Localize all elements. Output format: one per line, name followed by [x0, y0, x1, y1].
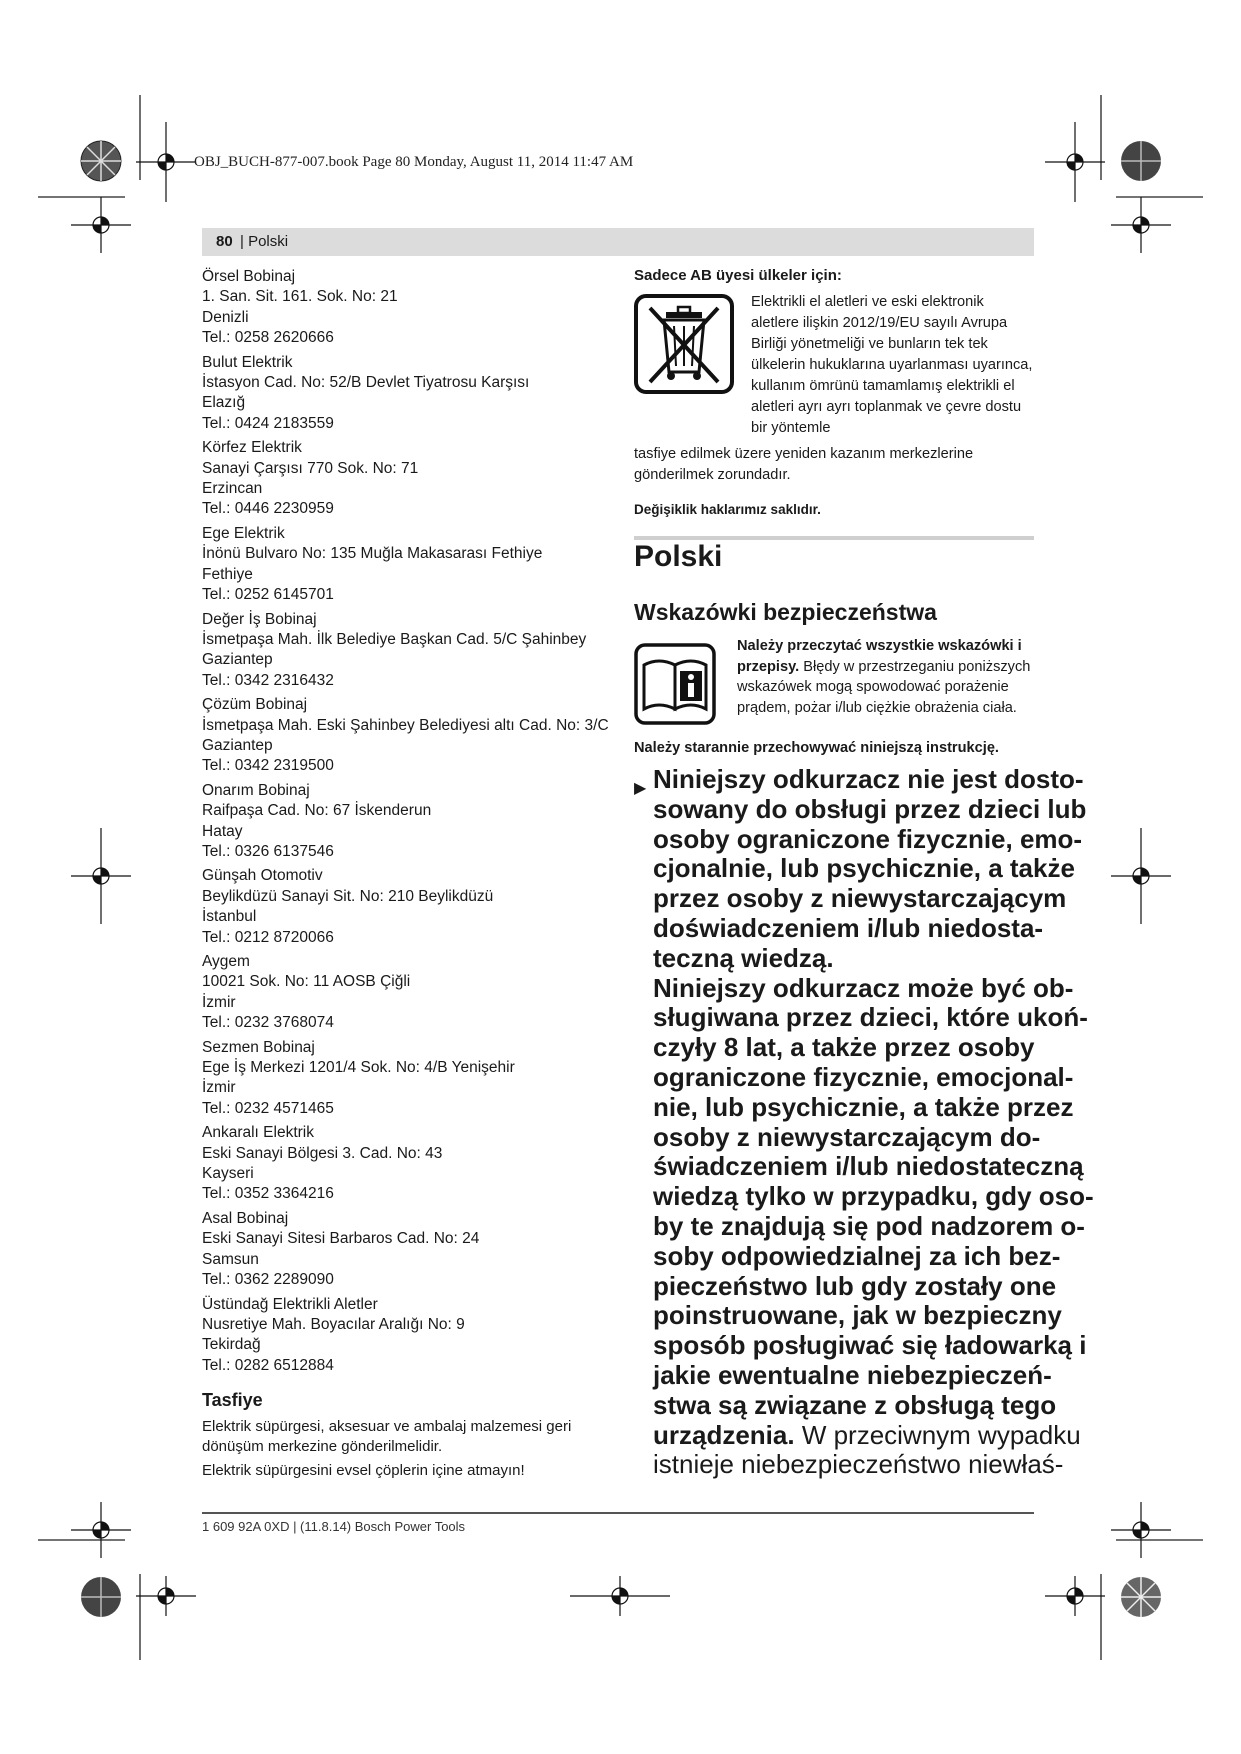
- color-target-top-left: [81, 141, 121, 181]
- crossed-bin-icon: [634, 294, 734, 394]
- service-center-city: Gaziantep: [202, 736, 273, 754]
- service-center-address: Beylikdüzü Sanayi Sit. No: 210 Beylikdüzü: [202, 887, 494, 905]
- warning-line: poinstruowane, jak w bezpieczny: [653, 1300, 1062, 1331]
- safety-intro-bold: Należy przeczytać wszystkie wskazówki i przepisy.: [737, 638, 1022, 675]
- service-center-city: Erzincan: [202, 480, 263, 498]
- bullet-triangle-icon: ▶: [634, 780, 647, 797]
- section-title-polski: Polski: [634, 540, 723, 573]
- color-target-bottom-left: [81, 1577, 121, 1617]
- book-header: OBJ_BUCH-877-007.book Page 80 Monday, August 11, 2014 11:47 AM: [194, 154, 634, 170]
- service-center-address: Raifpaşa Cad. No: 67 İskenderun: [202, 802, 432, 820]
- service-center-address: 10021 Sok. No: 11 AOSB Çiğli: [202, 973, 411, 991]
- service-center-entry: [202, 1038, 612, 1120]
- service-center-city: Tekirdağ: [202, 1336, 261, 1354]
- color-target-top-right: [1121, 141, 1161, 181]
- weee-text-continued: tasfiye edilmek üzere yeniden kazanım merkezlerine gönderilmek zorundadır.: [634, 446, 974, 483]
- tasfiye-heading: Tasfiye: [202, 1390, 263, 1411]
- warning-line: sługiwana przez dzieci, które ukoń-: [653, 1002, 1088, 1033]
- service-center-entry: [202, 952, 612, 1034]
- service-center-city: Samsun: [202, 1250, 259, 1268]
- service-center-tel: Tel.: 0232 4571465: [202, 1099, 334, 1117]
- warning-line: wiedzą tylko w przypadku, gdy oso-: [653, 1181, 1094, 1212]
- service-center-tel: Tel.: 0342 2319500: [202, 757, 334, 775]
- weee-text: Elektrikli el aletleri ve eski elektronik aletlere ilişkin 2012/19/EU sayılı Avrupa Birliği yönetmeliği ve bunların tek tek ülkelerin hukuklarına uyarlanması uyarınca, kullanım ömrünü tamamlamış elektrikli el aletleri ayrı ayrı toplanmak ve çevre dostu bir yöntemle: [751, 294, 1033, 436]
- warning-line: świadczeniem i/lub niedostateczną: [653, 1151, 1084, 1182]
- service-center-tel: Tel.: 0258 2620666: [202, 329, 334, 347]
- service-center-name: Ankaralı Elektrik: [202, 1124, 314, 1142]
- warning-line: teczną wiedzą.: [653, 942, 834, 973]
- warning-line-last: [653, 1419, 1081, 1451]
- warning-line: Niniejszy odkurzacz może być ob-: [653, 972, 1074, 1003]
- keep-instructions-note: Należy starannie przechowywać niniejszą instrukcję.: [634, 740, 999, 756]
- rights-reserved-note: Değişiklik haklarımız saklıdır.: [634, 502, 821, 517]
- service-center-city: Fethiye: [202, 565, 253, 583]
- service-center-name: Üstündağ Elektrikli Aletler: [202, 1295, 378, 1313]
- warning-block: [634, 764, 1094, 1480]
- service-center-entry: [202, 695, 612, 777]
- warning-line: by te znajdują się pod nadzorem o-: [653, 1210, 1085, 1241]
- service-center-name: Sezmen Bobinaj: [202, 1038, 315, 1056]
- service-center-tel: Tel.: 0424 2183559: [202, 414, 334, 432]
- color-target-bottom-right: [1121, 1577, 1161, 1617]
- service-center-address: İsmetpaşa Mah. İlk Belediye Başkan Cad. 5/C Şahinbey: [202, 630, 587, 648]
- footer-text: 1 609 92A 0XD | (11.8.14) Bosch Power Tools: [202, 1519, 466, 1534]
- warning-line: soby odpowiedzialnej za ich bez-: [653, 1240, 1061, 1271]
- eu-only-heading: Sadece AB üyesi ülkeler için:: [634, 267, 842, 284]
- safety-heading: Wskazówki bezpieczeństwa: [634, 599, 937, 625]
- service-center-name: Bulut Elektrik: [202, 353, 293, 371]
- service-center-entry: [202, 781, 612, 863]
- language-label: Polski: [248, 233, 289, 250]
- service-center-address: Ege İş Merkezi 1201/4 Sok. No: 4/B Yenişehir: [202, 1059, 515, 1077]
- service-center-tel: Tel.: 0446 2230959: [202, 500, 334, 518]
- service-center-entry: [202, 438, 612, 520]
- service-center-tel: Tel.: 0326 6137546: [202, 842, 334, 860]
- warning-line: jakie ewentualne niebezpieczeń-: [653, 1359, 1052, 1390]
- service-center-entry: [202, 1123, 612, 1205]
- safety-intro: [737, 636, 1034, 718]
- warning-line: nie, lub psychicznie, a także przez: [653, 1091, 1074, 1122]
- service-center-name: Onarım Bobinaj: [202, 781, 310, 799]
- service-center-name: Değer İş Bobinaj: [202, 610, 317, 628]
- service-center-name: Körfez Elektrik: [202, 439, 302, 457]
- read-manual-icon: [634, 643, 716, 725]
- service-center-tel: Tel.: 0362 2289090: [202, 1271, 334, 1289]
- service-center-city: Gaziantep: [202, 651, 273, 669]
- service-center-address: Eski Sanayi Sitesi Barbaros Cad. No: 24: [202, 1230, 480, 1248]
- warning-line: osoby ograniczone fizycznie, emo-: [653, 823, 1083, 854]
- service-center-address: Sanayi Çarşısı 770 Sok. No: 71: [202, 459, 419, 477]
- warning-line: Niniejszy odkurzacz nie jest dosto-: [653, 764, 1084, 794]
- service-center-name: Aygem: [202, 953, 250, 970]
- warning-line: cjonalnie, lub psychicznie, a także: [653, 853, 1075, 884]
- warning-last-normal: W przeciwnym wypadku: [794, 1419, 1081, 1450]
- service-center-city: Kayseri: [202, 1165, 254, 1183]
- service-center-city: İzmir: [202, 993, 236, 1011]
- service-center-name: Asal Bobinaj: [202, 1209, 289, 1227]
- service-center-address: İsmetpaşa Mah. Eski Şahinbey Belediyesi altı Cad. No: 3/C: [202, 716, 609, 734]
- tasfiye-paragraph-2: Elektrik süpürgesini evsel çöplerin içine atmayın!: [202, 1461, 525, 1479]
- service-center-name: Örsel Bobinaj: [202, 268, 296, 285]
- service-center-entry: [202, 610, 612, 692]
- service-center-tel: Tel.: 0352 3364216: [202, 1185, 334, 1203]
- service-center-address: Nusretiye Mah. Boyacılar Aralığı No: 9: [202, 1315, 465, 1333]
- warning-line: osoby z niewystarczającym do-: [653, 1121, 1041, 1152]
- service-center-address: İnönü Bulvaro No: 135 Muğla Makasarası Fethiye: [202, 545, 543, 563]
- service-center-city: İzmir: [202, 1079, 236, 1097]
- warning-line: stwa są związane z obsługą tego: [653, 1389, 1057, 1420]
- warning-line: przez osoby z niewystarczającym: [653, 883, 1067, 914]
- service-center-name: Çözüm Bobinaj: [202, 696, 308, 714]
- warning-line: doświadczeniem i/lub niedosta-: [653, 912, 1044, 943]
- safety-intro-text: Błędy w przestrzeganiu poniższych wskazówek mogą spowodować porażenie prądem, pożar i/lub ciężkie obrażenia ciała.: [737, 658, 1031, 716]
- service-center-tel: Tel.: 0342 2316432: [202, 671, 334, 689]
- footer-rule: [202, 1512, 1034, 1514]
- service-center-entry: [202, 524, 612, 606]
- service-center-city: İstanbul: [202, 908, 257, 926]
- service-center-tel: Tel.: 0232 3768074: [202, 1014, 334, 1032]
- service-center-address: İstasyon Cad. No: 52/B Devlet Tiyatrosu Karşısı: [202, 374, 530, 392]
- service-center-tel: Tel.: 0252 6145701: [202, 586, 334, 604]
- service-center-entry: [202, 1209, 612, 1291]
- page-language: | Polski: [240, 233, 289, 250]
- warning-line: sowany do obsługi przez dzieci lub: [653, 793, 1087, 824]
- warning-line: sposób posługiwać się ładowarką i: [653, 1330, 1087, 1361]
- warning-line-final: istnieje niebezpieczeństwo niewłaś-: [653, 1449, 1064, 1480]
- page-number: 80: [216, 233, 233, 250]
- service-center-entry: [202, 1295, 612, 1377]
- service-center-city: Elazığ: [202, 394, 246, 412]
- warning-line: pieczeństwo lub gdy zostały one: [653, 1270, 1057, 1301]
- service-center-entry: [202, 267, 612, 349]
- service-center-city: Denizli: [202, 308, 249, 326]
- service-center-name: Günşah Otomotiv: [202, 867, 323, 885]
- warning-last-bold: urządzenia.: [653, 1419, 795, 1450]
- service-center-name: Ege Elektrik: [202, 524, 285, 542]
- warning-line: czyły 8 lat, a także przez osoby: [653, 1032, 1035, 1063]
- service-center-list: [202, 267, 612, 1485]
- service-center-tel: Tel.: 0212 8720066: [202, 928, 334, 946]
- page-header-bar: [202, 228, 1034, 256]
- service-center-address: Eski Sanayi Bölgesi 3. Cad. No: 43: [202, 1144, 443, 1162]
- eu-disposal-section: [634, 267, 1034, 517]
- tasfiye-paragraph-1: Elektrik süpürgesi, aksesuar ve ambalaj malzemesi geri dönüşüm merkezine gönderilmelidir.: [202, 1417, 572, 1455]
- service-center-city: Hatay: [202, 822, 243, 840]
- service-center-entry: [202, 866, 612, 948]
- service-center-entry: [202, 353, 612, 435]
- warning-line: ograniczone fizycznie, emocjonal-: [653, 1061, 1074, 1092]
- service-center-address: 1. San. Sit. 161. Sok. No: 21: [202, 288, 398, 306]
- service-center-tel: Tel.: 0282 6512884: [202, 1356, 334, 1374]
